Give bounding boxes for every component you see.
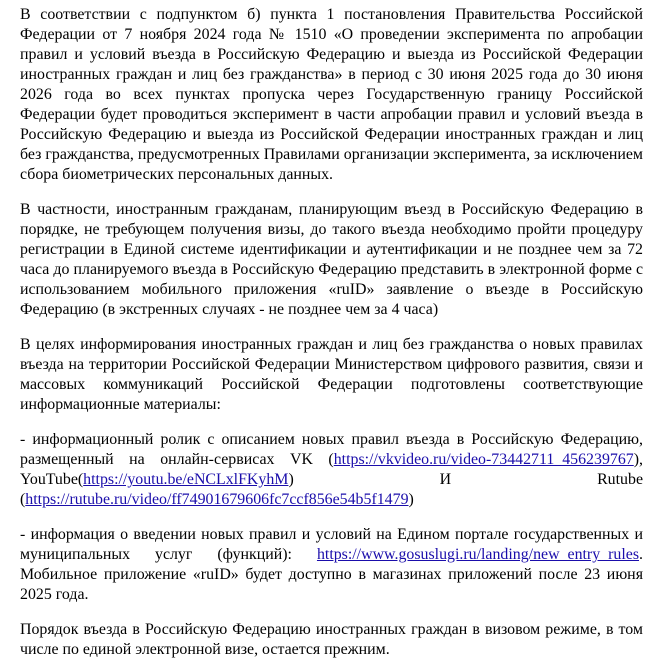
rutube-video-link[interactable]: https://rutube.ru/video/ff74901679606fc7ccf856e54b5f1479 (25, 491, 409, 508)
youtube-video-link[interactable]: https://youtu.be/eNCLxlFKyhM (83, 471, 289, 488)
paragraph-video-links (20, 430, 643, 510)
video-text-between-youtube-rutube: ) И Rutube ( (20, 471, 643, 508)
paragraph-gosuslugi-info (20, 525, 643, 605)
vk-video-link[interactable]: https://vkvideo.ru/video-73442711_456239767 (333, 451, 634, 468)
video-text-after-rutube: ) (408, 491, 414, 508)
video-text-before-vk: - информационный ролик с описанием новых правил въезда в Российскую Федерацию, размещенный на онлайн-сервисах VK ( (20, 431, 643, 468)
video-text-between-vk-youtube: ), YouTube( (20, 451, 643, 488)
gosuslugi-text-before-link: - информация о введении новых правил и условий на Едином портале государственных и муниципальных услуг (функций): (20, 526, 643, 563)
gosuslugi-text-after-link: . Мобильное приложение «ruID» будет доступно в магазинах приложений после 23 июня 2025 года. (20, 546, 643, 603)
gosuslugi-landing-link[interactable]: https://www.gosuslugi.ru/landing/new_entry_rules (316, 546, 640, 563)
paragraph-experiment-intro: В соответствии с подпунктом б) пункта 1 постановления Правительства Российской Федерации от 7 ноября 2024 года № 1510 «О проведении эксперимента по апробации правил и условий въезда в Российскую Федерацию и выезда из Российской Федерации иностранных граждан и лиц без гражданства» в период с 30 июня 2025 года до 30 июня 2026 года во всех пунктах пропуска через Государственную границу Российской Федерации будет проводиться эксперимент в части апробации правил и условий въезда в Российскую Федерацию и выезда из Российской Федерации иностранных граждан и лиц без гражданства, предусмотренных Правилами организации эксперимента, за исключением сбора биометрических персональных данных. (20, 6, 643, 183)
paragraph-information-materials: В целях информирования иностранных граждан и лиц без гражданства о новых правилах въезда на территории Российской Федерации Министерством цифрового развития, связи и массовых коммуникаций Российской Федерации подготовлены соответствующие информационные материалы: (20, 336, 643, 413)
paragraph-visa-free-registration: В частности, иностранным гражданам, планирующим въезд в Российскую Федерацию в порядке, не требующем получения визы, до такого въезда необходимо пройти процедуру регистрации в Единой системе идентификации и аутентификации и не позднее чем за 72 часа до планируемого въезда в Российскую Федерацию представить в электронной форме с использованием мобильного приложения «ruID» заявление о въезде в Российскую Федерацию (в экстренных случаях - не позднее чем за 4 часа) (20, 201, 643, 318)
paragraph-visa-regime-unchanged: Порядок въезда в Российскую Федерацию иностранных граждан в визовом режиме, в том числе по единой электронной визе, остается прежним. (20, 621, 643, 658)
